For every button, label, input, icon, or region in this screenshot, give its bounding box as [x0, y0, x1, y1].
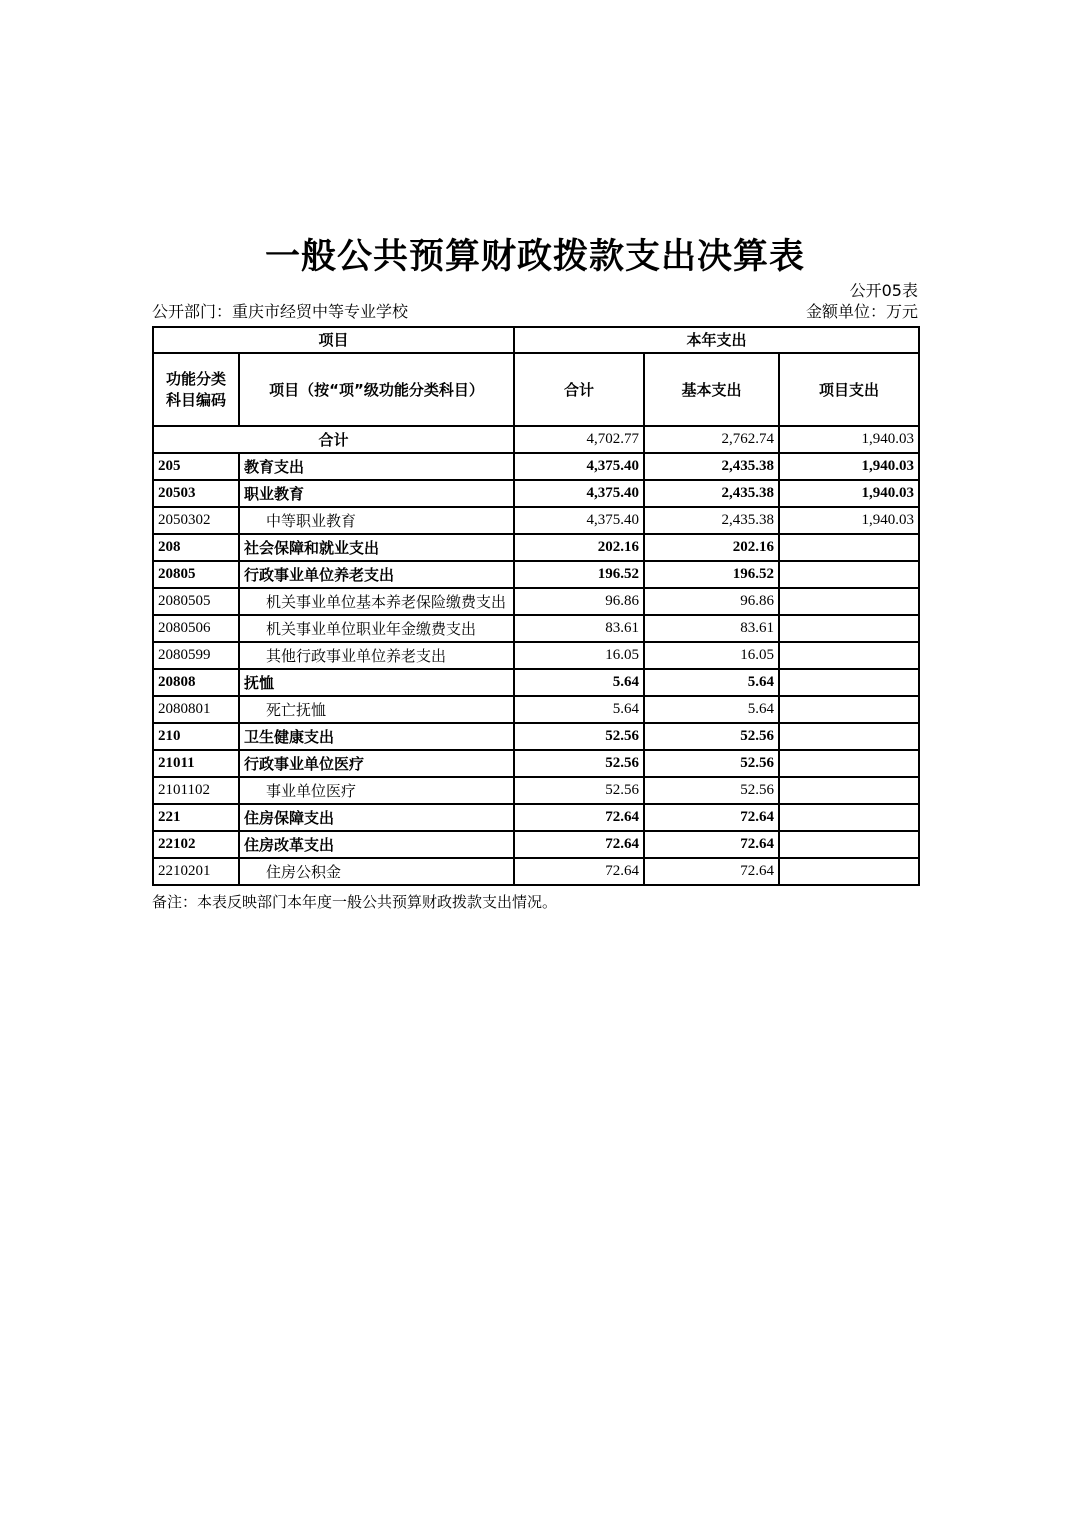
row-project-value: 1,940.03 [779, 480, 919, 507]
row-name: 社会保障和就业支出 [239, 534, 514, 561]
col-header-project: 项目支出 [779, 353, 919, 426]
row-project-value [779, 642, 919, 669]
row-basic-value: 2,435.38 [644, 480, 779, 507]
row-project-value [779, 750, 919, 777]
row-code: 205 [153, 453, 239, 480]
table-row [153, 804, 919, 831]
row-basic-value: 16.05 [644, 642, 779, 669]
col-header-total: 合计 [514, 353, 644, 426]
col-header-item: 项目（按“项”级功能分类科目） [239, 353, 514, 426]
row-basic-value: 72.64 [644, 804, 779, 831]
row-name: 教育支出 [239, 453, 514, 480]
row-basic-value: 5.64 [644, 696, 779, 723]
row-basic-value: 2,762.74 [644, 426, 779, 453]
table-row [153, 669, 919, 696]
table-row [153, 831, 919, 858]
row-basic-value: 83.61 [644, 615, 779, 642]
table-row [153, 858, 919, 885]
row-code: 22102 [153, 831, 239, 858]
row-code: 21011 [153, 750, 239, 777]
footnote: 备注：本表反映部门本年度一般公共预算财政拨款支出情况。 [152, 892, 558, 911]
table-row [153, 723, 919, 750]
row-project-value [779, 723, 919, 750]
row-project-value [779, 669, 919, 696]
row-basic-value: 202.16 [644, 534, 779, 561]
row-name: 机关事业单位职业年金缴费支出 [239, 615, 514, 642]
row-total-value: 196.52 [514, 561, 644, 588]
header-group-project: 项目 [153, 327, 514, 353]
row-total-value: 4,375.40 [514, 453, 644, 480]
row-basic-value: 5.64 [644, 669, 779, 696]
row-code: 2080506 [153, 615, 239, 642]
row-name: 行政事业单位养老支出 [239, 561, 514, 588]
row-code: 2101102 [153, 777, 239, 804]
row-basic-value: 96.86 [644, 588, 779, 615]
table-row [153, 480, 919, 507]
table-row [153, 588, 919, 615]
department-label: 公开部门：重庆市经贸中等专业学校 [152, 302, 409, 322]
row-total-value: 52.56 [514, 750, 644, 777]
budget-table [152, 326, 920, 886]
row-project-value: 1,940.03 [779, 507, 919, 534]
table-row [153, 534, 919, 561]
document-content [152, 236, 918, 911]
table-row [153, 642, 919, 669]
row-code: 208 [153, 534, 239, 561]
unit-label: 金额单位：万元 [805, 302, 918, 322]
row-code: 20503 [153, 480, 239, 507]
row-name: 住房改革支出 [239, 831, 514, 858]
row-project-value: 1,940.03 [779, 453, 919, 480]
row-name: 机关事业单位基本养老保险缴费支出 [239, 588, 514, 615]
row-name: 职业教育 [239, 480, 514, 507]
page-title: 一般公共预算财政拨款支出决算表 [264, 237, 805, 277]
table-group-header-row [153, 327, 919, 353]
row-total-value: 16.05 [514, 642, 644, 669]
row-code: 20808 [153, 669, 239, 696]
table-row [153, 777, 919, 804]
row-name: 中等职业教育 [239, 507, 514, 534]
row-project-value [779, 561, 919, 588]
row-total-value: 72.64 [514, 858, 644, 885]
row-total-value: 83.61 [514, 615, 644, 642]
row-total-value: 4,375.40 [514, 507, 644, 534]
row-project-value [779, 534, 919, 561]
row-code: 210 [153, 723, 239, 750]
row-project-value [779, 615, 919, 642]
row-name: 抚恤 [239, 669, 514, 696]
row-total-value: 72.64 [514, 831, 644, 858]
row-code: 2080505 [153, 588, 239, 615]
row-code: 2210201 [153, 858, 239, 885]
row-code: 20805 [153, 561, 239, 588]
row-name: 其他行政事业单位养老支出 [239, 642, 514, 669]
row-name: 卫生健康支出 [239, 723, 514, 750]
row-total-value: 4,702.77 [514, 426, 644, 453]
table-row [153, 453, 919, 480]
row-project-value [779, 588, 919, 615]
col-header-code: 功能分类科目编码 [153, 353, 239, 426]
row-basic-value: 72.64 [644, 858, 779, 885]
table-row [153, 696, 919, 723]
row-basic-value: 52.56 [644, 777, 779, 804]
row-total-value: 4,375.40 [514, 480, 644, 507]
row-name: 死亡抚恤 [239, 696, 514, 723]
row-project-value: 1,940.03 [779, 426, 919, 453]
row-project-value [779, 831, 919, 858]
row-total-value: 5.64 [514, 696, 644, 723]
row-total-value: 202.16 [514, 534, 644, 561]
row-name: 住房保障支出 [239, 804, 514, 831]
row-code: 2080801 [153, 696, 239, 723]
row-total-value: 52.56 [514, 723, 644, 750]
row-name: 事业单位医疗 [239, 777, 514, 804]
row-total-value: 52.56 [514, 777, 644, 804]
row-basic-value: 2,435.38 [644, 453, 779, 480]
table-row [153, 507, 919, 534]
table-row [153, 750, 919, 777]
row-basic-value: 2,435.38 [644, 507, 779, 534]
row-basic-value: 52.56 [644, 723, 779, 750]
meta-row [152, 303, 918, 321]
table-column-header-row [153, 353, 919, 426]
row-basic-value: 196.52 [644, 561, 779, 588]
table-row [153, 561, 919, 588]
row-basic-value: 52.56 [644, 750, 779, 777]
row-total-label: 合计 [153, 426, 514, 453]
table-row [153, 615, 919, 642]
table-code-label: 公开05表 [849, 281, 918, 300]
table-body [153, 426, 919, 885]
row-code: 221 [153, 804, 239, 831]
row-total-value: 72.64 [514, 804, 644, 831]
col-header-basic: 基本支出 [644, 353, 779, 426]
header-group-current-year: 本年支出 [514, 327, 919, 353]
row-code: 2080599 [153, 642, 239, 669]
row-project-value [779, 804, 919, 831]
row-basic-value: 72.64 [644, 831, 779, 858]
row-total-value: 96.86 [514, 588, 644, 615]
row-project-value [779, 696, 919, 723]
row-code: 2050302 [153, 507, 239, 534]
row-total-value: 5.64 [514, 669, 644, 696]
row-name: 行政事业单位医疗 [239, 750, 514, 777]
row-project-value [779, 777, 919, 804]
table-row [153, 426, 919, 453]
row-project-value [779, 858, 919, 885]
row-name: 住房公积金 [239, 858, 514, 885]
